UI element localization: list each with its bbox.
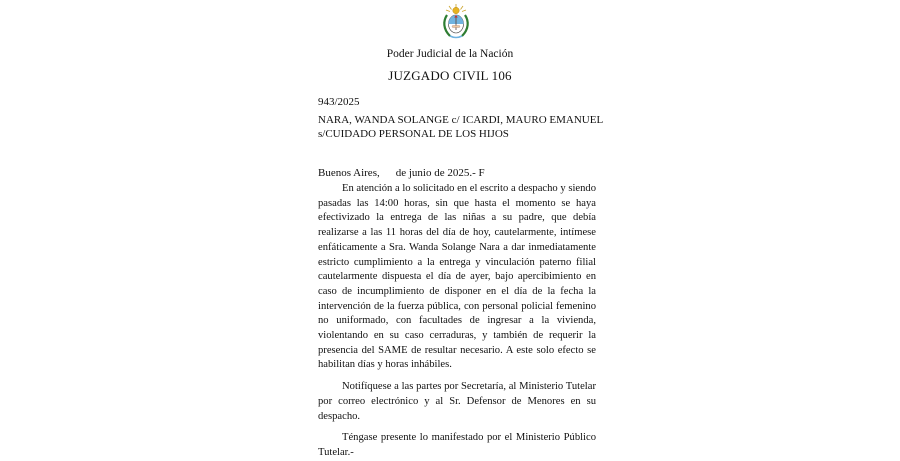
case-title-line-1: NARA, WANDA SOLANGE c/ ICARDI, MAURO EMANUEL (318, 114, 604, 126)
body-paragraph-1: En atención a lo solicitado en el escrito a despacho y siendo pasadas las 14:00 horas, sin que hasta el momento se haya efectivizado la entrega de las niñas a su padre, que debía realizarse a las 11 horas del día de hoy, cautelarmente, intímese enfáticamente a Sra. Wanda Solange Nara a dar inmediatamente estricto cumplimiento a la entrega y vinculación paterno filial cautelarmente dispuesta el día de ayer, bajo apercibimiento en caso de incumplimiento de disponer en el día de la fecha la intervención de la fuerza pública, con personal policial femenino no uniformado, con facultades de ingresar a la vivienda, violentando en su caso cerraduras, y también de requerir la presencia del SAME de resultar necesario. A este solo efecto se habilitan días y horas inhábiles. (318, 183, 596, 371)
resolution-body (318, 182, 596, 461)
case-title-line-2: s/CUIDADO PERSONAL DE LOS HIJOS (318, 128, 509, 140)
date-text: de junio de 2025.- F (395, 167, 485, 179)
argentina-coat-of-arms-icon (441, 3, 471, 39)
case-title (318, 113, 604, 141)
body-paragraph-2: Notifíquese a las partes por Secretaría, al Ministerio Tutelar por correo electrónico y al Sr. Defensor de Menores en su despacho. (318, 381, 596, 422)
case-number: 943/2025 (318, 96, 360, 108)
organization-name: Poder Judicial de la Nación (386, 48, 514, 60)
date-line (318, 167, 596, 179)
date-city: Buenos Aires, (318, 167, 380, 179)
body-paragraph-3: Téngase presente lo manifestado por el Ministerio Público Tutelar.- (318, 432, 596, 458)
court-name: JUZGADO CIVIL 106 (388, 68, 512, 83)
